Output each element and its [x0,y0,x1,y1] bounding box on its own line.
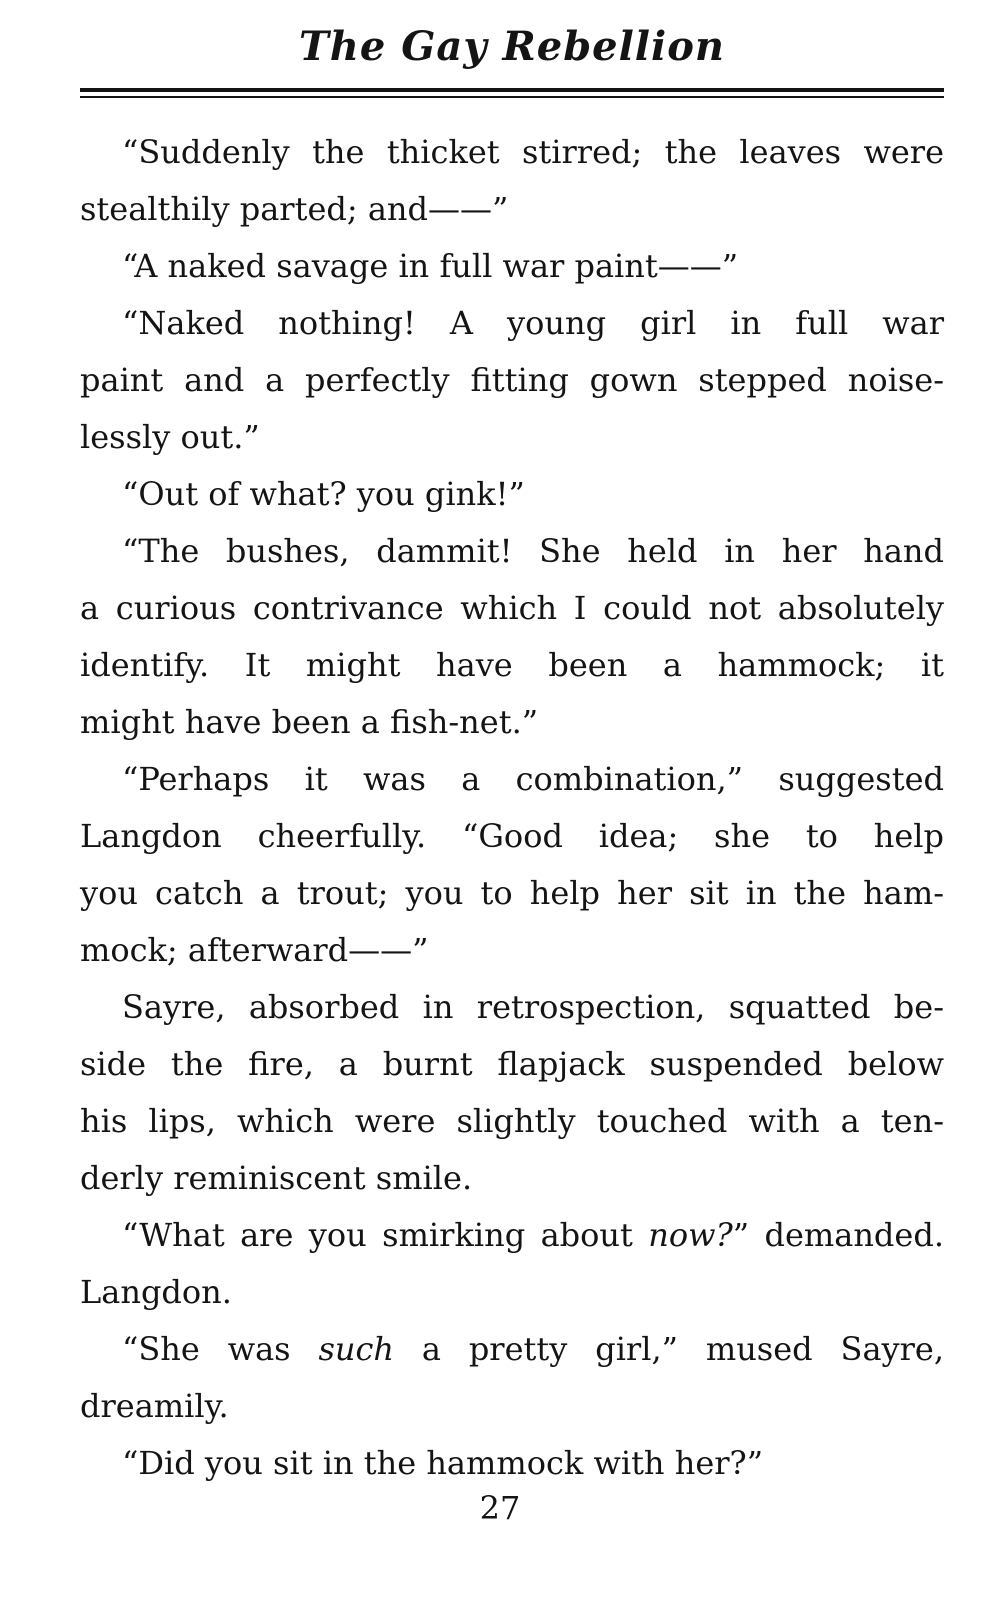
text-line: “Perhaps it was a combination,” suggested [122,760,944,798]
text-line: Langdon cheerfully. “Good idea; she to help [80,817,944,855]
italic-emphasis: now? [648,1216,733,1254]
text-line: might have been a fish-net.” [80,703,539,741]
body-text [80,124,944,1492]
header-rule-thin [80,96,944,98]
text-line: derly reminiscent smile. [80,1159,473,1197]
page-number: 27 [479,1489,521,1527]
text-line: “Did you sit in the hammock with her?” [122,1444,764,1482]
text-segment: “What are you smirking about [122,1216,649,1254]
text-line: paint and a perfectly fitting gown stepped noise- [80,361,944,399]
italic-emphasis: such [318,1330,395,1368]
text-segment: ” demanded. [732,1216,945,1254]
text-line: “A naked savage in full war paint——” [122,247,739,285]
text-line: “Suddenly the thicket stirred; the leaves were [122,133,944,171]
text-line: mock; afterward——” [80,931,429,969]
text-line: you catch a trout; you to help her sit in the ham- [80,874,944,912]
text-line: side the fire, a burnt flapjack suspended below [80,1045,944,1083]
text-segment: a pretty girl,” mused Sayre, [394,1330,945,1368]
text-line [80,1321,944,1378]
text-line: “The bushes, dammit! She held in her hand [122,532,944,570]
header-rule-thick [80,88,944,92]
text-line: lessly out.” [80,418,260,456]
text-line: Sayre, absorbed in retrospection, squatted be- [122,988,944,1026]
text-line: “Out of what? you gink!” [122,475,525,513]
text-line: a curious contrivance which I could not absolutely [80,589,944,627]
text-line [80,1207,944,1264]
text-segment: “She was [122,1330,319,1368]
text-line: dreamily. [80,1387,229,1425]
text-line: his lips, which were slightly touched with a ten- [80,1102,944,1140]
text-line: Langdon. [80,1273,232,1311]
running-head-title: The Gay Rebellion [299,23,725,70]
text-line: identify. It might have been a hammock; it [80,646,944,684]
text-line: “Naked nothing! A young girl in full war [122,304,944,342]
text-line: stealthily parted; and——” [80,190,509,228]
